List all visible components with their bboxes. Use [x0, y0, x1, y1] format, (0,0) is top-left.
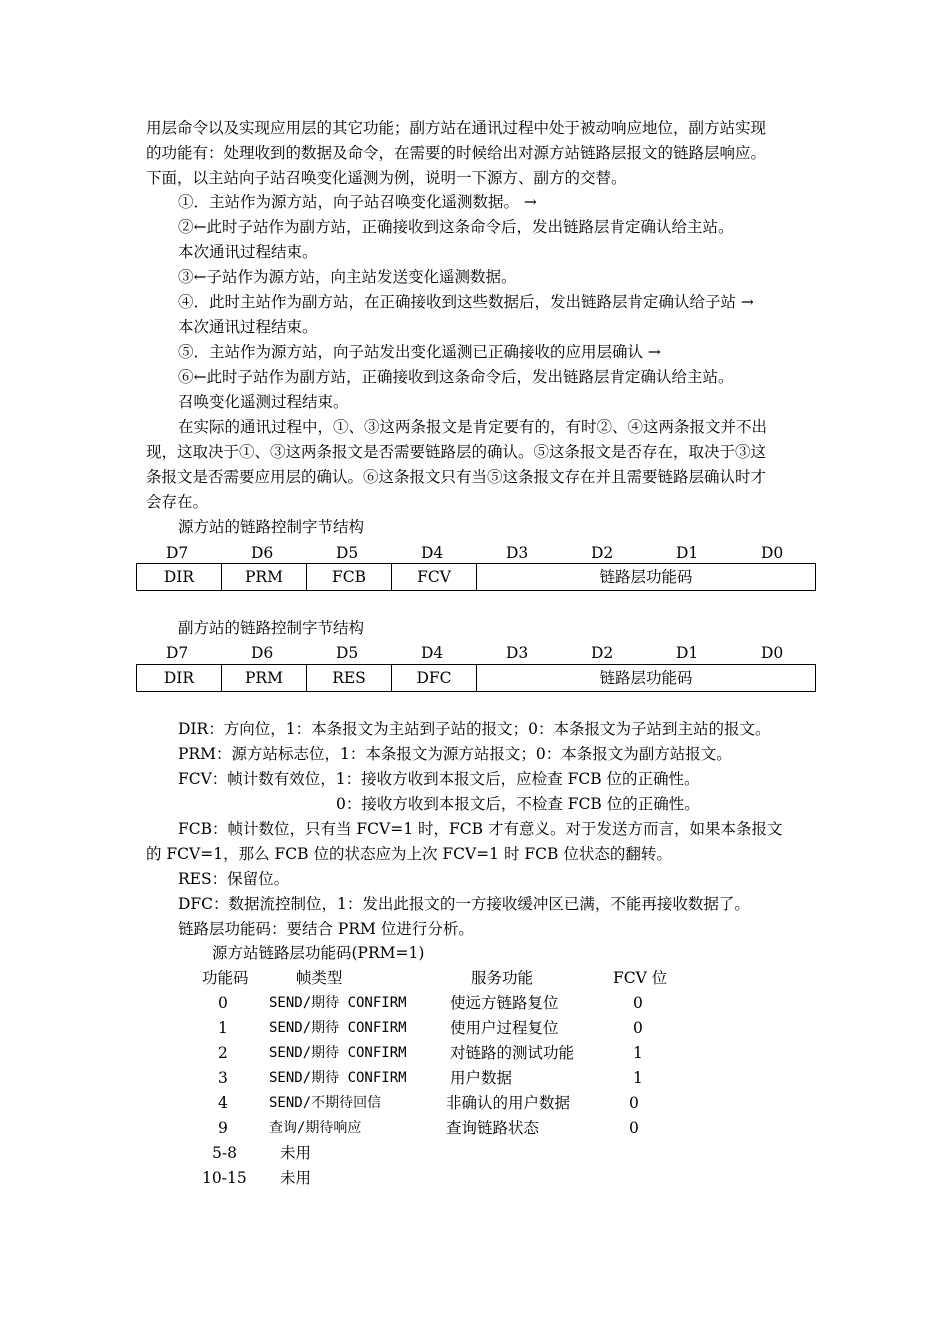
func-table-title: 源方站链路层功能码(PRM=1)	[212, 944, 425, 962]
func-row-service: 使用户过程复位	[450, 1019, 559, 1037]
func-row-code: 2	[218, 1044, 228, 1062]
func-header-fcv: FCV 位	[613, 969, 668, 987]
bit-label: D3	[506, 644, 529, 662]
bit-label: D4	[421, 644, 444, 662]
func-header-code: 功能码	[202, 969, 249, 987]
intro-line-1: 用层命令以及实现应用层的其它功能；副方站在通讯过程中处于被动响应地位，副方站实现	[146, 119, 767, 137]
bit-label: D6	[251, 544, 274, 562]
func-row-frame: SEND/不期待回信	[269, 1095, 382, 1111]
func-row-fcv: 0	[629, 1094, 639, 1112]
cell-function-code: 链路层功能码	[599, 568, 693, 586]
cell-res: RES	[307, 665, 392, 691]
cell-dir: DIR	[137, 564, 222, 590]
func-row-code: 1	[218, 1019, 228, 1037]
func-row-service: 使远方链路复位	[450, 994, 559, 1012]
def-dir: DIR：方向位，1：本条报文为主站到子站的报文；0：本条报文为子站到主站的报文。	[178, 720, 771, 738]
func-row-frame: 查询/期待响应	[269, 1120, 362, 1136]
def-fcv-zero: 0：接收方收到本报文后，不检查 FCB 位的正确性。	[336, 795, 700, 813]
def-fcb: FCB：帧计数位，只有当 FCV=1 时，FCB 才有意义。对于发送方而言，如果本条报文	[178, 820, 783, 838]
source-control-byte-table	[136, 563, 816, 591]
step-5: ⑤．主站作为源方站，向子站发出变化遥测已正确接收的应用层确认 →	[178, 343, 661, 361]
bit-label: D2	[591, 544, 614, 562]
func-row-fcv: 0	[633, 1019, 643, 1037]
func-row-code: 0	[218, 994, 228, 1012]
source-struct-title: 源方站的链路控制字节结构	[178, 518, 365, 536]
func-row-frame: 未用	[280, 1144, 312, 1162]
def-prm: PRM：源方站标志位，1：本条报文为源方站报文；0：本条报文为副方站报文。	[178, 745, 732, 763]
func-row-frame: SEND/期待 CONFIRM	[269, 1070, 407, 1086]
cell-fcv: FCV	[392, 564, 477, 590]
func-row-code: 3	[218, 1069, 228, 1087]
step-2-end: 本次通讯过程结束。	[178, 243, 318, 261]
bit-label: D3	[506, 544, 529, 562]
bit-label: D0	[761, 544, 784, 562]
bit-label: D5	[336, 644, 359, 662]
cell-prm: PRM	[222, 665, 307, 691]
cell-fcb: FCB	[307, 564, 392, 590]
secondary-struct-title: 副方站的链路控制字节结构	[178, 619, 365, 637]
func-row-frame: 未用	[280, 1169, 312, 1187]
bit-label: D6	[251, 644, 274, 662]
def-fcb-cont: 的 FCV=1，那么 FCB 位的状态应为上次 FCV=1 时 FCB 位状态的翻转。	[146, 845, 672, 863]
bit-label: D5	[336, 544, 359, 562]
secondary-control-byte-table	[136, 664, 816, 692]
func-row-code: 9	[218, 1119, 228, 1137]
bit-label: D2	[591, 644, 614, 662]
step-6-end: 召唤变化遥测过程结束。	[178, 393, 349, 411]
cell-dfc: DFC	[392, 665, 477, 691]
func-row-service: 查询链路状态	[446, 1119, 540, 1137]
para2-line-1: 在实际的通讯过程中，①、③这两条报文是肯定要有的，有时②、④这两条报文并不出	[178, 418, 768, 436]
func-row-fcv: 0	[629, 1119, 639, 1137]
func-row-service: 对链路的测试功能	[450, 1044, 575, 1062]
bit-label: D0	[761, 644, 784, 662]
func-row-service: 用户数据	[450, 1069, 513, 1087]
func-row-frame: SEND/期待 CONFIRM	[269, 995, 407, 1011]
func-row-frame: SEND/期待 CONFIRM	[269, 1045, 407, 1061]
def-res: RES：保留位。	[178, 870, 290, 888]
cell-dir: DIR	[137, 665, 222, 691]
intro-line-2: 的功能有：处理收到的数据及命令，在需要的时候给出对源方站链路层报文的链路层响应。	[146, 144, 767, 162]
func-row-service: 非确认的用户数据	[446, 1094, 571, 1112]
func-row-fcv: 1	[633, 1069, 643, 1087]
cell-prm: PRM	[222, 564, 307, 590]
func-row-frame: SEND/期待 CONFIRM	[269, 1020, 407, 1036]
func-row-fcv: 0	[633, 994, 643, 1012]
step-2: ②←此时子站作为副方站，正确接收到这条命令后，发出链路层肯定确认给主站。	[178, 218, 734, 236]
intro-line-3: 下面，以主站向子站召唤变化遥测为例，说明一下源方、副方的交替。	[146, 169, 627, 187]
bit-label: D1	[676, 544, 699, 562]
step-1: ①．主站作为源方站，向子站召唤变化遥测数据。 →	[178, 193, 537, 211]
def-function-code: 链路层功能码：要结合 PRM 位进行分析。	[178, 920, 474, 938]
bit-label: D4	[421, 544, 444, 562]
func-row-fcv: 1	[633, 1044, 643, 1062]
bit-label: D1	[676, 644, 699, 662]
step-6: ⑥←此时子站作为副方站，正确接收到这条命令后，发出链路层肯定确认给主站。	[178, 368, 734, 386]
para2-line-2: 现，这取决于①、③这两条报文是否需要链路层的确认。⑤这条报文是否存在，取决于③这	[146, 443, 767, 461]
step-4-end: 本次通讯过程结束。	[178, 318, 318, 336]
cell-function-code: 链路层功能码	[599, 669, 693, 687]
step-3: ③←子站作为源方站，向主站发送变化遥测数据。	[178, 268, 517, 286]
bit-label: D7	[166, 644, 189, 662]
func-header-frame: 帧类型	[296, 969, 343, 987]
def-dfc: DFC：数据流控制位，1：发出此报文的一方接收缓冲区已满，不能再接收数据了。	[178, 895, 750, 913]
para2-line-4: 会存在。	[146, 493, 209, 511]
step-4: ④．此时主站作为副方站，在正确接收到这些数据后，发出链路层肯定确认给子站 →	[178, 293, 754, 311]
func-row-code: 10-15	[202, 1169, 247, 1187]
def-fcv: FCV：帧计数有效位，1：接收方收到本报文后，应检查 FCB 位的正确性。	[178, 770, 700, 788]
func-header-service: 服务功能	[471, 969, 534, 987]
func-row-code: 4	[218, 1094, 228, 1112]
func-row-code: 5-8	[212, 1144, 237, 1162]
para2-line-3: 条报文是否需要应用层的确认。⑥这条报文只有当⑤这条报文存在并且需要链路层确认时才	[146, 468, 767, 486]
bit-label: D7	[166, 544, 189, 562]
